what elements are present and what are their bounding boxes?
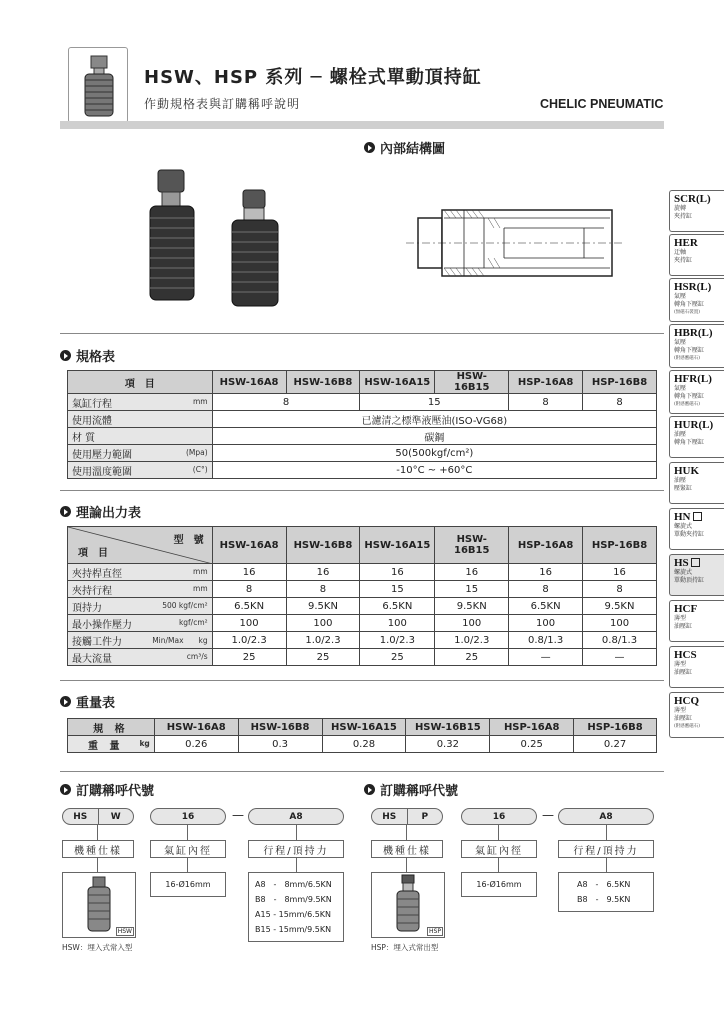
table-row (68, 581, 657, 598)
cell: 16 (435, 564, 509, 581)
row-label: 使用壓力範圍 (Mpa) (68, 445, 213, 462)
header-model: HSW-16B15 (435, 527, 509, 564)
cell: 16 (360, 564, 435, 581)
header-model: HSP-16A8 (490, 719, 574, 736)
header-model: HSW-16B15 (435, 371, 509, 394)
code-type-pill (371, 808, 443, 825)
dash-separator: — (232, 808, 244, 822)
option-item: A8 - 8mm/6.5KN (255, 880, 332, 889)
placeholder-box-icon (691, 558, 700, 567)
connector-line (406, 858, 407, 872)
spec-table (67, 370, 657, 479)
table-row (68, 394, 657, 411)
row-label: 接觸工件力 Min/Max kg (68, 632, 213, 649)
sidebar-item-hcq[interactable]: HCQ 薄型 油壓缸 (附感應磁石) (669, 692, 724, 738)
cell: 0.27 (574, 736, 657, 753)
cell: 6.5KN (212, 598, 286, 615)
cell: 15 (360, 394, 509, 411)
section-order-hsw: 訂購稱呼代號 (60, 780, 154, 799)
row-label: 頂持力 500 kgf/cm² (68, 598, 213, 615)
table-row (68, 736, 657, 753)
cell: 0.28 (322, 736, 406, 753)
stroke-options (248, 872, 344, 942)
cell: 100 (212, 615, 286, 632)
header-model: HSW-16B8 (286, 527, 360, 564)
cell: 8 (583, 581, 657, 598)
cell: 100 (360, 615, 435, 632)
code-bore-pill: 16 (461, 808, 537, 825)
arrow-icon (60, 350, 71, 361)
cell: 100 (435, 615, 509, 632)
label-type: 機種仕樣 (62, 840, 134, 858)
cylinder-thumbnail-icon (69, 48, 129, 124)
cell: 6.5KN (360, 598, 435, 615)
connector-line (296, 825, 297, 840)
option-item: B15 - 15mm/9.5KN (255, 925, 332, 934)
section-spec: 規格表 (60, 346, 115, 365)
table-row (68, 411, 657, 428)
connector-line (97, 858, 98, 872)
stroke-options (558, 872, 654, 912)
table-row (68, 428, 657, 445)
row-label: 材 質 (68, 428, 213, 445)
section-internal-structure: 內部結構圖 (364, 138, 445, 157)
header-rule (60, 121, 664, 129)
cell: 25 (212, 649, 286, 666)
bore-options: 16-Ø16mm (150, 872, 226, 897)
cell: 25 (286, 649, 360, 666)
header-product-thumbnail (68, 47, 128, 123)
header-model: HSP-16A8 (509, 527, 583, 564)
placeholder-box-icon (693, 512, 702, 521)
connector-line (406, 825, 407, 840)
arrow-icon (60, 696, 71, 707)
product-photo (140, 160, 300, 310)
sidebar-item-hcf[interactable]: HCF 薄型 油壓缸 (669, 600, 724, 642)
row-label: 最小操作壓力 kgf/cm² (68, 615, 213, 632)
header-item: 項 目 (68, 371, 213, 394)
row-label: 夾持行程 mm (68, 581, 213, 598)
cell: -10°C ~ +60°C (212, 462, 656, 479)
connector-line (606, 858, 607, 872)
header-model: HSW-16A8 (212, 527, 286, 564)
header-diagonal: 型 號 項 目 (68, 527, 213, 564)
cell: 0.8/1.3 (509, 632, 583, 649)
header-model: HSW-16A8 (154, 719, 238, 736)
cell: 16 (286, 564, 360, 581)
cell: 1.0/2.3 (286, 632, 360, 649)
section-weight: 重量表 (60, 692, 115, 711)
section-force: 理論出力表 (60, 502, 141, 521)
header-model: HSW-16A8 (212, 371, 286, 394)
cell: 15 (435, 581, 509, 598)
header-model: HSP-16A8 (509, 371, 583, 394)
row-label: 夾持桿直徑 mm (68, 564, 213, 581)
hsp-product-image (371, 872, 445, 938)
row-label: 最大流量 cm³/s (68, 649, 213, 666)
code-series: HS (382, 811, 397, 822)
arrow-icon (60, 506, 71, 517)
connector-line (97, 825, 98, 840)
section-order-hsp: 訂購稱呼代號 (364, 780, 458, 799)
row-label: 重 量 kg (68, 736, 155, 753)
arrow-icon (60, 784, 71, 795)
connector-line (187, 858, 188, 872)
cell: 16 (509, 564, 583, 581)
row-label: 氣缸行程 mm (68, 394, 213, 411)
sidebar-item-hsr[interactable]: HSR(L) 氣壓 轉角下壓缸 (無磁石裝置) (669, 278, 724, 322)
cell: 100 (286, 615, 360, 632)
cell: 碳鋼 (212, 428, 656, 445)
header-spec: 規 格 (68, 719, 155, 736)
option-item: A15 - 15mm/6.5KN (255, 910, 332, 919)
force-table (67, 526, 657, 666)
label-bore: 氣缸內徑 (461, 840, 537, 858)
header-model: HSP-16B8 (583, 371, 657, 394)
cell: 9.5KN (286, 598, 360, 615)
bore-options: 16-Ø16mm (461, 872, 537, 897)
cell: 已濾清之標準液壓油(ISO-VG68) (212, 411, 656, 428)
arrow-icon (364, 784, 375, 795)
connector-line (498, 858, 499, 872)
table-row (68, 445, 657, 462)
cell: 8 (286, 581, 360, 598)
sidebar-item-hur[interactable]: HUR(L) 油壓 轉角下壓缸 (669, 416, 724, 458)
arrow-icon (364, 142, 375, 153)
cell: 8 (212, 394, 360, 411)
connector-line (498, 825, 499, 840)
cell: 100 (509, 615, 583, 632)
row-label: 使用流體 (68, 411, 213, 428)
label-type: 機種仕樣 (371, 840, 443, 858)
table-row (68, 462, 657, 479)
cell: 1.0/2.3 (435, 632, 509, 649)
header-model: HSW-16B8 (286, 371, 360, 394)
cell: — (509, 649, 583, 666)
cell: 15 (360, 581, 435, 598)
cell: 0.3 (238, 736, 322, 753)
cell: 8 (509, 581, 583, 598)
cell: 50(500kgf/cm²) (212, 445, 656, 462)
row-label: 使用溫度範圍 (C°) (68, 462, 213, 479)
code-stroke-pill: A8 (248, 808, 344, 825)
table-row (68, 615, 657, 632)
cell: 9.5KN (435, 598, 509, 615)
page-subtitle: 作動規格表與訂購稱呼說明 (144, 97, 301, 111)
code-variant: P (421, 811, 429, 822)
divider-line (60, 490, 664, 491)
hsw-caption: HSW：埋入式常入型 (62, 943, 133, 952)
weight-table (67, 718, 657, 753)
header-model: HSW-16A15 (360, 527, 435, 564)
code-stroke-pill: A8 (558, 808, 654, 825)
cell: 25 (435, 649, 509, 666)
header-model: HSW-16A15 (322, 719, 406, 736)
connector-line (187, 825, 188, 840)
connector-line (606, 825, 607, 840)
divider-line (60, 333, 664, 334)
cell: 8 (583, 394, 657, 411)
option-item: B8 - 9.5KN (577, 895, 631, 904)
connector-line (296, 858, 297, 872)
divider-line (60, 771, 664, 772)
table-header-row (68, 527, 657, 564)
header-model: HSW-16B8 (238, 719, 322, 736)
header-model: HSP-16B8 (583, 527, 657, 564)
cell: 0.32 (406, 736, 490, 753)
table-header-row (68, 371, 657, 394)
cell: 16 (583, 564, 657, 581)
sidebar-item-hbr[interactable]: HBR(L) 氣壓 轉角下壓缸 (附感應磁石) (669, 324, 724, 368)
cell: 25 (360, 649, 435, 666)
cell: 8 (509, 394, 583, 411)
brand-name: CHELIC PNEUMATIC (540, 97, 664, 111)
sidebar-item-hn[interactable]: HN 螺旋式 單動夾持缸 (669, 508, 724, 550)
label-stroke: 行程/頂持力 (558, 840, 654, 858)
code-variant: W (110, 811, 121, 822)
table-header-row (68, 719, 657, 736)
cell: 9.5KN (583, 598, 657, 615)
header-model: HSW-16B15 (406, 719, 490, 736)
cell: 16 (212, 564, 286, 581)
sidebar-item-hcs[interactable]: HCS 薄型 油壓缸 (669, 646, 724, 688)
cell: — (583, 649, 657, 666)
table-row (68, 564, 657, 581)
cell: 0.26 (154, 736, 238, 753)
cell: 100 (583, 615, 657, 632)
option-item: B8 - 8mm/9.5KN (255, 895, 332, 904)
sidebar-item-her[interactable]: HER 迂軸 夾持缸 (669, 234, 724, 276)
sidebar-item-hs[interactable]: HS 螺旋式 單動頂持缸 (669, 554, 724, 596)
code-type-pill (62, 808, 134, 825)
cell: 1.0/2.3 (360, 632, 435, 649)
cell: 1.0/2.3 (212, 632, 286, 649)
label-stroke: 行程/頂持力 (248, 840, 344, 858)
page-title: HSW、HSP 系列 ─ 螺栓式單動頂持缸 (144, 67, 482, 88)
cell: 8 (212, 581, 286, 598)
table-row (68, 632, 657, 649)
image-tag: HSW (117, 928, 132, 935)
image-tag: HSP (429, 928, 441, 935)
hsw-product-image (62, 872, 136, 938)
sidebar-item-scr[interactable]: SCR(L) 旋轉 夾持缸 (669, 190, 724, 232)
cell: 0.25 (490, 736, 574, 753)
option-item: A8 - 6.5KN (577, 880, 631, 889)
label-bore: 氣缸內徑 (150, 840, 226, 858)
code-series: HS (73, 811, 88, 822)
divider-line (60, 680, 664, 681)
hsp-caption: HSP：埋入式常出型 (371, 943, 439, 952)
sidebar-item-hfr[interactable]: HFR(L) 氣壓 轉角下壓缸 (附感應磁石) (669, 370, 724, 414)
table-row (68, 649, 657, 666)
dash-separator: — (542, 808, 554, 822)
code-bore-pill: 16 (150, 808, 226, 825)
internal-structure-diagram (404, 200, 624, 286)
header-model: HSP-16B8 (574, 719, 657, 736)
cell: 0.8/1.3 (583, 632, 657, 649)
header-model: HSW-16A15 (360, 371, 435, 394)
cell: 6.5KN (509, 598, 583, 615)
table-row (68, 598, 657, 615)
sidebar-item-huk[interactable]: HUK 油壓 壓緊缸 (669, 462, 724, 504)
